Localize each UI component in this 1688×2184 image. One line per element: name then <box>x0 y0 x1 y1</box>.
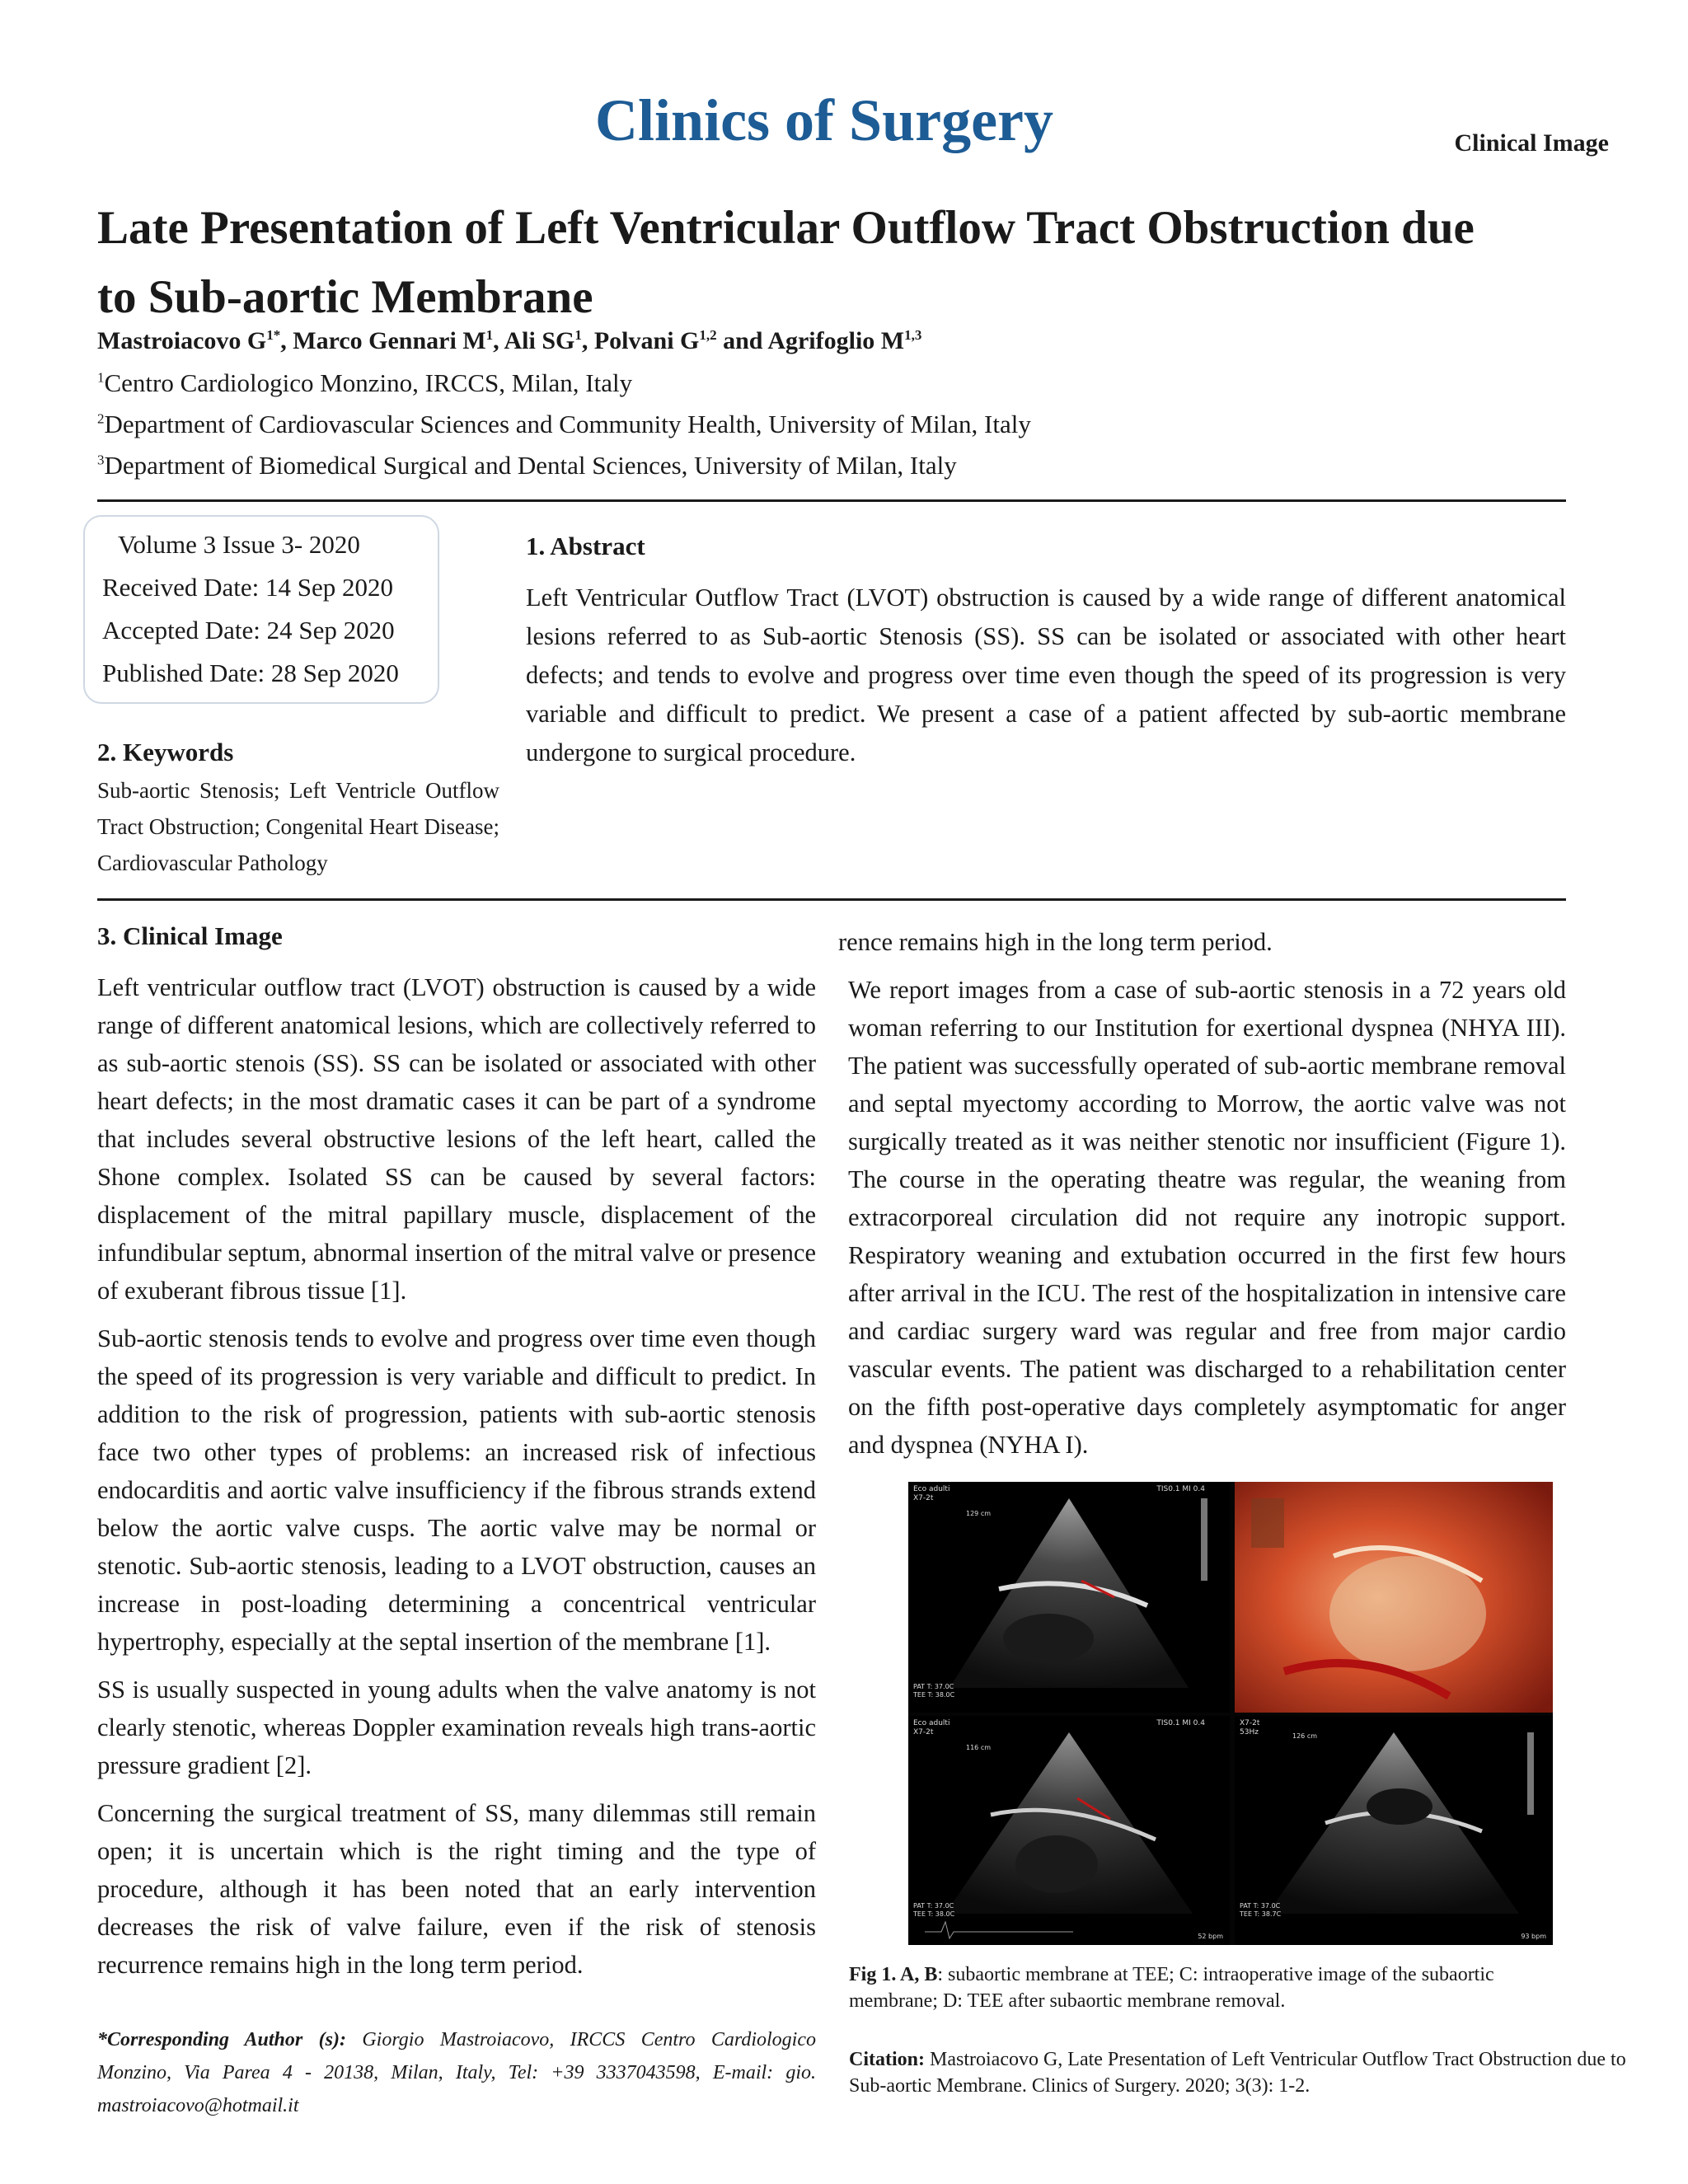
article-title <box>97 194 1589 332</box>
echo-probe: X7-2t <box>913 1494 934 1502</box>
intraoperative-photo <box>1235 1482 1553 1713</box>
paragraph: Sub-aortic stenosis tends to evolve and progress over time even though the speed of its progression is very variable and difficult to predict. In addition to the risk of progression, patients with sub-aortic stenosis face two other types of problems: an increased risk of infectious endocarditis and aortic valve insufficiency if the fibrous strands extend below the aortic valve cusps. The aortic valve may be normal or stenotic. Sub-aortic stenosis, leading to a LVOT obstruction, causes an increase in post-loading determining a concentrical ventricular hypertrophy, especially at the septal insertion of the membrane [1]. <box>97 1324 816 1656</box>
author-sup: 1 <box>574 327 582 343</box>
paragraph-continued: Concerning the surgical treatment of SS, many dilemmas still remain open; it is uncertain which is the right timing and the type of procedure, although it has been noted that an early intervention decreases the risk of valve failure, even if the risk of stenosis recurrence remains high in the long term period. <box>97 1799 816 1979</box>
clinical-image-heading: 3. Clinical Image <box>97 921 283 950</box>
echo-tee-temp: TEE T: 38.0C <box>913 1691 955 1699</box>
echo-index: TIS0.1 MI 0.4 <box>1156 1719 1205 1727</box>
title-line-2: to Sub-aortic Membrane <box>97 271 593 323</box>
echo-label: Eco adulti <box>913 1485 950 1493</box>
echo-tee-temp: TEE T: 38.7C <box>1240 1910 1282 1918</box>
figure-panel-d <box>1235 1716 1553 1945</box>
keywords-text: Sub-aortic Stenosis; Left Ventricle Outflow Tract Obstruction; Congenital Heart Disease; Cardiovascular Pathology <box>97 778 499 875</box>
title-line-1: Late Presentation of Left Ventricular Outflow Tract Obstruction due <box>97 202 1475 254</box>
article-dates-box <box>83 515 439 704</box>
section-divider <box>97 898 1566 901</box>
figure-caption-text: : subaortic membrane at TEE; C: intraoperative image of the subaortic membrane; D: TEE after subaortic membrane removal. <box>849 1964 1494 2012</box>
figure-panel-a <box>908 1482 1230 1713</box>
echo-depth: 116 cm <box>966 1744 992 1751</box>
header-divider <box>97 499 1566 502</box>
echo-depth: 126 cm <box>1292 1732 1318 1740</box>
citation-label: Citation: <box>849 2049 925 2070</box>
affiliation-text: Department of Cardiovascular Sciences and Community Health, University of Milan, Italy <box>104 410 1031 438</box>
affiliation-2 <box>97 410 1031 439</box>
figure-panel-b <box>908 1716 1230 1945</box>
echo-pat-temp: PAT T: 37.0C <box>913 1902 954 1910</box>
figure-1 <box>908 1482 1553 1945</box>
echo-probe: X7-2t <box>913 1728 934 1736</box>
paragraph: SS is usually suspected in young adults when the valve anatomy is not clearly stenotic, whereas Doppler examination reveals high trans-aortic pressure gradient [2]. <box>97 1675 816 1779</box>
author: , Marco Gennari M <box>280 327 486 354</box>
affiliation-sup: 3 <box>97 452 105 468</box>
accepted-date: Accepted Date: 24 Sep 2020 <box>102 616 395 644</box>
figure-panel-c <box>1235 1482 1553 1713</box>
paragraph-continuation: rence remains high in the long term period. <box>838 928 1273 956</box>
author: , Ali SG <box>493 327 575 354</box>
received-date: Received Date: 14 Sep 2020 <box>102 573 393 602</box>
abstract-text: Left Ventricular Outflow Tract (LVOT) obstruction is caused by a wide range of different anatomical lesions referred to as Sub-aortic Stenosis (SS). SS can be isolated or associated with other heart defects; and tends to evolve and progress over time even though the speed of its progression is very variable and difficult to predict. We present a case of a patient affected by sub-aortic membrane undergone to surgical procedure. <box>526 583 1566 766</box>
affiliation-3 <box>97 451 957 480</box>
echo-frequency: 53Hz <box>1240 1728 1259 1736</box>
article-type: Clinical Image <box>1454 129 1609 157</box>
echo-image-a <box>908 1482 1230 1713</box>
echo-index: TIS0.1 MI 0.4 <box>1156 1485 1205 1493</box>
echo-depth: 129 cm <box>966 1510 992 1517</box>
affiliation-text: Department of Biomedical Surgical and Dental Sciences, University of Milan, Italy <box>104 451 957 480</box>
corresponding-author <box>97 2023 816 2122</box>
author: Mastroiacovo G <box>97 327 267 354</box>
keywords-heading: 2. Keywords <box>97 738 234 766</box>
author-sup: 1 <box>485 327 494 343</box>
author-sup: 1,3 <box>904 327 922 343</box>
author: and Agrifoglio M <box>716 327 905 354</box>
figure-caption <box>849 1961 1566 2014</box>
affiliation-1 <box>97 368 632 398</box>
published-date: Published Date: 28 Sep 2020 <box>102 658 399 687</box>
affiliation-sup: 1 <box>97 369 105 386</box>
echo-pat-temp: PAT T: 37.0C <box>1240 1902 1281 1910</box>
figure-label: Fig 1. A, B <box>849 1964 938 1985</box>
left-column <box>97 968 816 1979</box>
affiliation-sup: 2 <box>97 410 105 427</box>
echo-heart-rate: 93 bpm <box>1521 1933 1546 1940</box>
citation <box>849 2046 1665 2099</box>
citation-text: Mastroiacovo G, Late Presentation of Left Ventricular Outflow Tract Obstruction due to Sub-aortic Membrane. Clinics of Surgery. 2020; 3(3): 1-2. <box>849 2049 1626 2097</box>
echo-image-b <box>908 1716 1230 1945</box>
journal-title: Clinics of Surgery <box>595 87 1053 153</box>
abstract-heading: 1. Abstract <box>526 532 645 560</box>
echo-heart-rate: 52 bpm <box>1198 1933 1223 1940</box>
paragraph: Left ventricular outflow tract (LVOT) obstruction is caused by a wide range of different anatomical lesions, which are collectively referred to as sub-aortic stenois (SS). SS can be isolated or associated with other heart defects; in the most dramatic cases it can be part of a syndrome that includes several obstructive lesions of the left heart, called the Shone complex. Isolated SS can be caused by several factors: displacement of the mitral papillary muscle, displacement of the infundibular septum, abnormal insertion of the mitral valve or presence of exuberant fibrous tissue [1]. <box>97 973 816 1305</box>
author: , Polvani G <box>581 327 700 354</box>
echo-pat-temp: PAT T: 37.0C <box>913 1683 954 1690</box>
corresponding-text: Giorgio Mastroiacovo, IRCCS Centro Cardiologico Monzino, Via Parea 4 - 20138, Milan, Italy, Tel: +39 3337043598, E-mail: gio. mastroiacovo@hotmail.it <box>97 2029 816 2116</box>
affiliation-text: Centro Cardiologico Monzino, IRCCS, Milan, Italy <box>104 368 633 397</box>
author-sup: 1* <box>266 327 281 343</box>
volume-issue: Volume 3 Issue 3- 2020 <box>118 530 360 559</box>
echo-label: Eco adulti <box>913 1719 950 1727</box>
echo-image-d <box>1235 1716 1553 1945</box>
author-sup: 1,2 <box>699 327 717 343</box>
echo-probe: X7-2t <box>1240 1719 1260 1727</box>
right-column <box>838 923 1566 1474</box>
author-list <box>97 327 921 355</box>
echo-tee-temp: TEE T: 38.0C <box>913 1910 955 1918</box>
paragraph: We report images from a case of sub-aortic stenosis in a 72 years old woman referring to our Institution for exertional dyspnea (NHYA III). The patient was successfully operated of sub-aortic membrane removal and septal myectomy according to Morrow, the aortic valve was not surgically treated as it was neither stenotic nor insufficient (Figure 1). The course in the operating theatre was regular, the weaning from extracorporeal circulation did not require any inotropic support. Respiratory weaning and extubation occurred in the first few hours after arrival in the ICU. The rest of the hospitalization in intensive care and cardiac surgery ward was regular and free from major cardio vascular events. The patient was discharged to a rehabilitation center on the fifth post-operative days completely asymptomatic for anger and dyspnea (NYHA I). <box>848 976 1566 1459</box>
corresponding-label: *Corresponding Author (s): <box>97 2029 346 2050</box>
